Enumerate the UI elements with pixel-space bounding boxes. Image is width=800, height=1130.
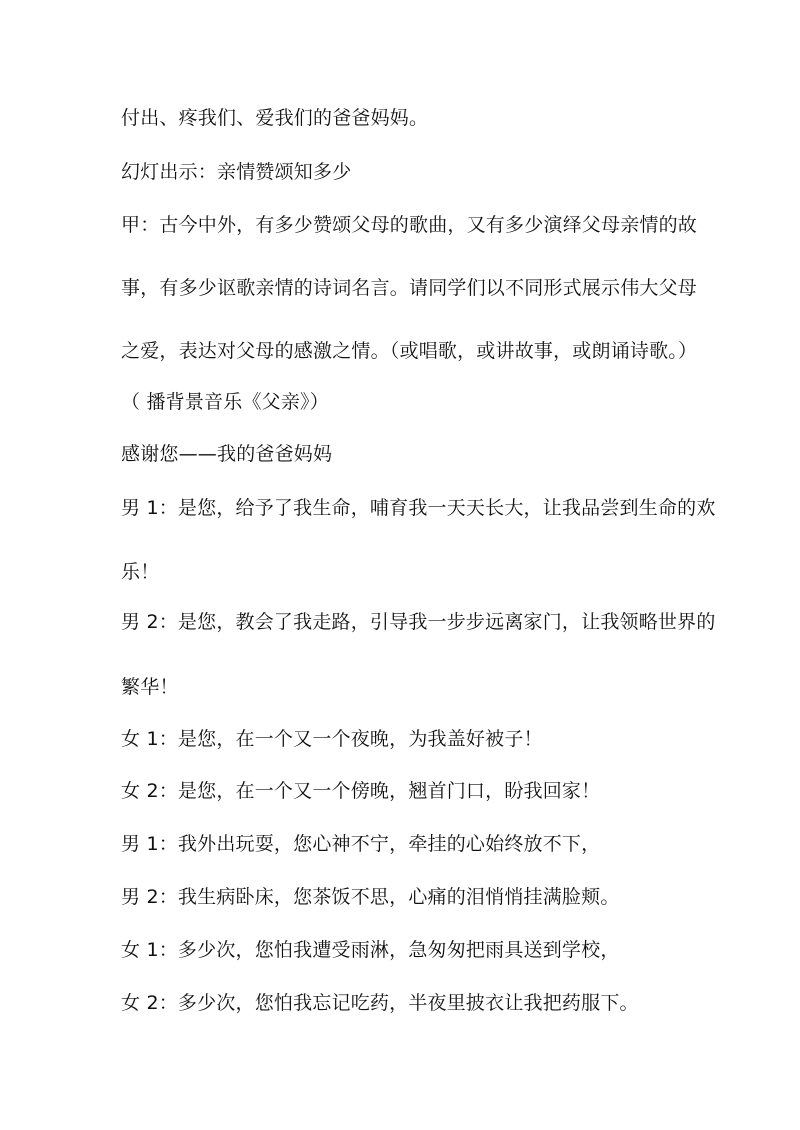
text-line-7: 感谢您——我的爸爸妈妈	[121, 443, 333, 465]
text-line-6: （ 播背景音乐《父亲》）	[121, 391, 329, 413]
text-line-3: 甲：古今中外，有多少赞颂父母的歌曲，又有多少演绎父母亲情的故	[121, 214, 698, 236]
text-line-1: 付出、疼我们、爱我们的爸爸妈妈。	[121, 107, 429, 129]
text-line-16: 女 1：多少次，您怕我遭受雨淋，急匆匆把雨具送到学校，	[121, 939, 620, 961]
text-line-8: 男 1：是您，给予了我生命，哺育我一天天长大，让我品尝到生命的欢	[121, 497, 716, 519]
text-line-17: 女 2：多少次，您怕我忘记吃药，半夜里披衣让我把药服下。	[121, 992, 639, 1014]
text-line-13: 女 2：是您，在一个又一个傍晚，翘首门口，盼我回家！	[121, 780, 601, 802]
text-line-15: 男 2：我生病卧床，您茶饭不思，心痛的泪悄悄挂满脸颊。	[121, 886, 620, 908]
text-line-14: 男 1：我外出玩耍，您心神不宁，牵挂的心始终放不下，	[121, 833, 601, 855]
text-line-9: 乐！	[121, 561, 160, 583]
text-line-4: 事，有多少讴歌亲情的诗词名言。请同学们以不同形式展示伟大父母	[121, 277, 698, 299]
text-line-5: 之爱，表达对父母的感激之情。（或唱歌，或讲故事，或朗诵诗歌。）	[121, 340, 698, 362]
text-line-11: 繁华！	[121, 676, 179, 698]
text-line-12: 女 1：是您，在一个又一个夜晚，为我盖好被子！	[121, 728, 543, 750]
text-line-2: 幻灯出示：亲情赞颂知多少	[121, 161, 352, 183]
text-line-10: 男 2：是您，教会了我走路，引导我一步步远离家门，让我领略世界的	[121, 611, 716, 633]
